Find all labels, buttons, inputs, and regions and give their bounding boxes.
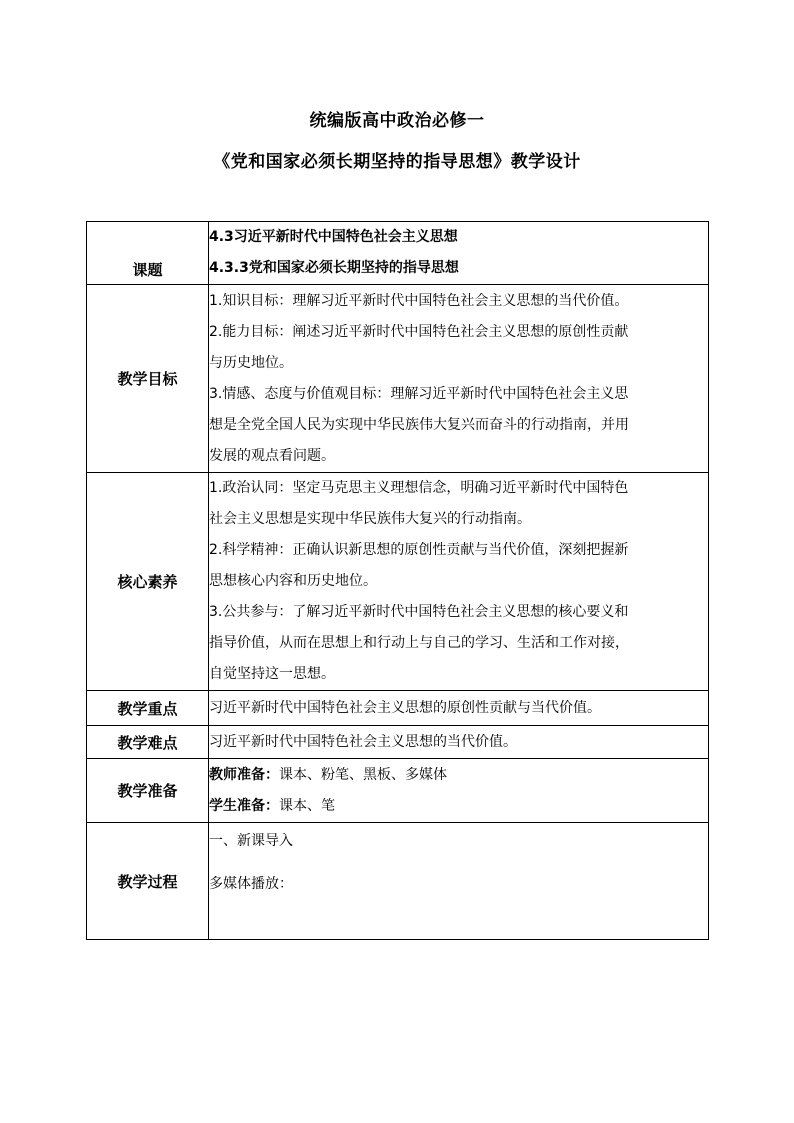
teacher-preparation — [209, 760, 708, 791]
core-literacy-content — [209, 473, 709, 691]
row-label-key-points: 教学重点 — [87, 691, 209, 726]
student-preparation — [209, 791, 708, 822]
process-line: 多媒体播放： — [209, 876, 293, 892]
core-literacy-line: 1.政治认同：坚定马克思主义理想信念，明确习近平新时代中国特色 — [209, 480, 629, 496]
row-label-core-literacy: 核心素养 — [87, 473, 209, 691]
core-literacy-line: 社会主义思想是实现中华民族伟大复兴的行动指南。 — [209, 511, 531, 527]
preparation-content — [209, 759, 709, 823]
difficulties-content: 习近平新时代中国特色社会主义思想的当代价值。 — [209, 726, 709, 759]
core-literacy-line: 自觉坚持这一思想。 — [209, 666, 335, 682]
row-label-difficulties: 教学难点 — [87, 726, 209, 759]
teacher-preparation-label: 教师准备： — [209, 766, 279, 783]
objectives-line: 与历史地位。 — [209, 354, 293, 371]
process-line: 一、新课导入 — [209, 833, 293, 849]
topic-line: 4.3.3党和国家必须长期坚持的指导思想 — [209, 260, 459, 276]
table-row-core-literacy — [87, 473, 709, 691]
document-title: 统编版高中政治必修一 — [309, 111, 485, 131]
row-label-preparation: 教学准备 — [87, 759, 209, 823]
document-subtitle: 《党和国家必须长期坚持的指导思想》教学设计 — [213, 152, 581, 172]
objectives-line: 1.知识目标：理解习近平新时代中国特色社会主义思想的当代价值。 — [209, 292, 629, 309]
objectives-content — [209, 285, 709, 473]
teacher-preparation-text: 课本、粉笔、黑板、多媒体 — [279, 766, 447, 783]
core-literacy-line: 3.公共参与：了解习近平新时代中国特色社会主义思想的核心要义和 — [209, 604, 629, 620]
lesson-plan-table — [86, 221, 709, 940]
row-label-objectives: 教学目标 — [87, 285, 209, 473]
process-spacer — [209, 857, 708, 869]
core-literacy-line: 2.科学精神：正确认识新思想的原创性贡献与当代价值，深刻把握新 — [209, 542, 629, 558]
table-row-key-points — [87, 691, 709, 726]
objectives-line: 3.情感、态度与价值观目标：理解习近平新时代中国特色社会主义思 — [209, 385, 629, 402]
process-content — [209, 823, 709, 940]
core-literacy-line: 思想核心内容和历史地位。 — [209, 573, 377, 589]
objectives-line: 想是全党全国人民为实现中华民族伟大复兴而奋斗的行动指南，并用 — [209, 416, 629, 433]
objectives-line: 发展的观点看问题。 — [209, 447, 335, 464]
table-row-process — [87, 823, 709, 940]
row-label-process: 教学过程 — [87, 823, 209, 940]
table-row-difficulties — [87, 726, 709, 759]
topic-line: 4.3习近平新时代中国特色社会主义思想 — [209, 229, 458, 245]
table-row-objectives — [87, 285, 709, 473]
table-row-preparation — [87, 759, 709, 823]
objectives-line: 2.能力目标：阐述习近平新时代中国特色社会主义思想的原创性贡献 — [209, 323, 629, 340]
topic-content — [209, 222, 709, 285]
student-preparation-label: 学生准备： — [209, 797, 279, 814]
table-row-topic — [87, 222, 709, 285]
student-preparation-text: 课本、笔 — [279, 797, 335, 814]
core-literacy-line: 指导价值，从而在思想上和行动上与自己的学习、生活和工作对接， — [209, 635, 629, 651]
row-label-topic: 课题 — [87, 222, 209, 285]
key-points-content: 习近平新时代中国特色社会主义思想的原创性贡献与当代价值。 — [209, 691, 709, 726]
